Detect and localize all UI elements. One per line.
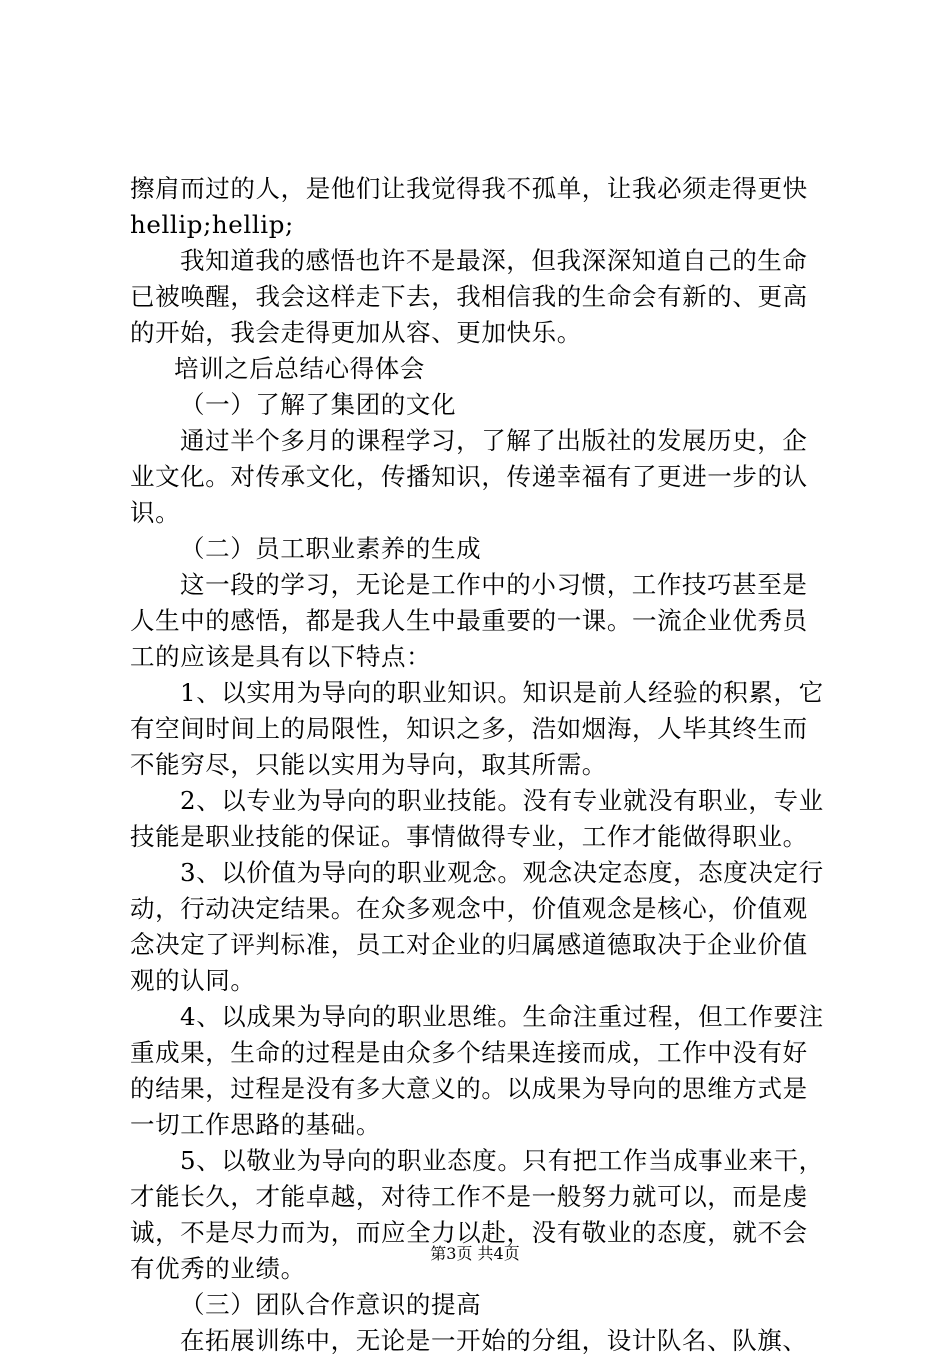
text-line: 识。 [130,498,181,527]
text-line: 通过半个多月的课程学习，了解了出版社的发展历史，企 [180,426,808,455]
text-line: 动，行动决定结果。在众多观念中，价值观念是核心，价值观 [130,894,808,923]
text-line: 有空间时间上的局限性，知识之多，浩如烟海，人毕其终生而 [130,714,808,743]
text-line: 擦肩而过的人，是他们让我觉得我不孤单，让我必须走得更快 [130,174,808,203]
text-line: 的开始，我会走得更加从容、更加快乐。 [130,318,582,347]
section-heading: （三）团队合作意识的提高 [180,1290,482,1319]
list-item-line: 2、以专业为导向的职业技能。没有专业就没有职业，专业 [180,786,824,815]
text-line: 我知道我的感悟也许不是最深，但我深深知道自己的生命 [180,246,808,275]
section-heading: （一）了解了集团的文化 [180,390,457,419]
list-item-line: 3、以价值为导向的职业观念。观念决定态度，态度决定行 [180,858,824,887]
text-line: 在拓展训练中，无论是一开始的分组，设计队名、队旗、 [180,1326,808,1355]
list-item-line: 1、以实用为导向的职业知识。知识是前人经验的积累，它 [180,678,824,707]
text-line: 的结果，过程是没有多大意义的。以成果为导向的思维方式是 [130,1074,808,1103]
page-footer: 第3页 共4页 [430,1244,520,1263]
text-line: 人生中的感悟，都是我人生中最重要的一课。一流企业优秀员 [130,606,808,635]
text-line: 工的应该是具有以下特点： [130,642,432,671]
text-line: 观的认同。 [130,966,256,995]
text-line: 技能是职业技能的保证。事情做得专业，工作才能做得职业。 [130,822,808,851]
section-heading: 培训之后总结心得体会 [174,354,425,383]
text-line: 念决定了评判标准，员工对企业的归属感道德取决于企业价值 [130,930,808,959]
list-item-line: 5、以敬业为导向的职业态度。只有把工作当成事业来干， [180,1146,824,1175]
text-line: 不能穷尽，只能以实用为导向，取其所需。 [130,750,607,779]
text-line: 才能长久，才能卓越，对待工作不是一般努力就可以，而是虔 [130,1182,808,1211]
text-line: 重成果，生命的过程是由众多个结果连接而成，工作中没有好 [130,1038,808,1067]
text-line: 有优秀的业绩。 [130,1254,306,1283]
section-heading: （二）员工职业素养的生成 [180,534,482,563]
text-line: 诚，不是尽力而为，而应全力以赴，没有敬业的态度，就不会 [130,1218,808,1247]
text-line: 这一段的学习，无论是工作中的小习惯，工作技巧甚至是 [180,570,808,599]
text-line: 一切工作思路的基础。 [130,1110,381,1139]
text-line: hellip;hellip; [130,210,294,239]
text-line: 业文化。对传承文化，传播知识，传递幸福有了更进一步的认 [130,462,808,491]
text-line: 已被唤醒，我会这样走下去，我相信我的生命会有新的、更高 [130,282,808,311]
list-item-line: 4、以成果为导向的职业思维。生命注重过程，但工作要注 [180,1002,824,1031]
